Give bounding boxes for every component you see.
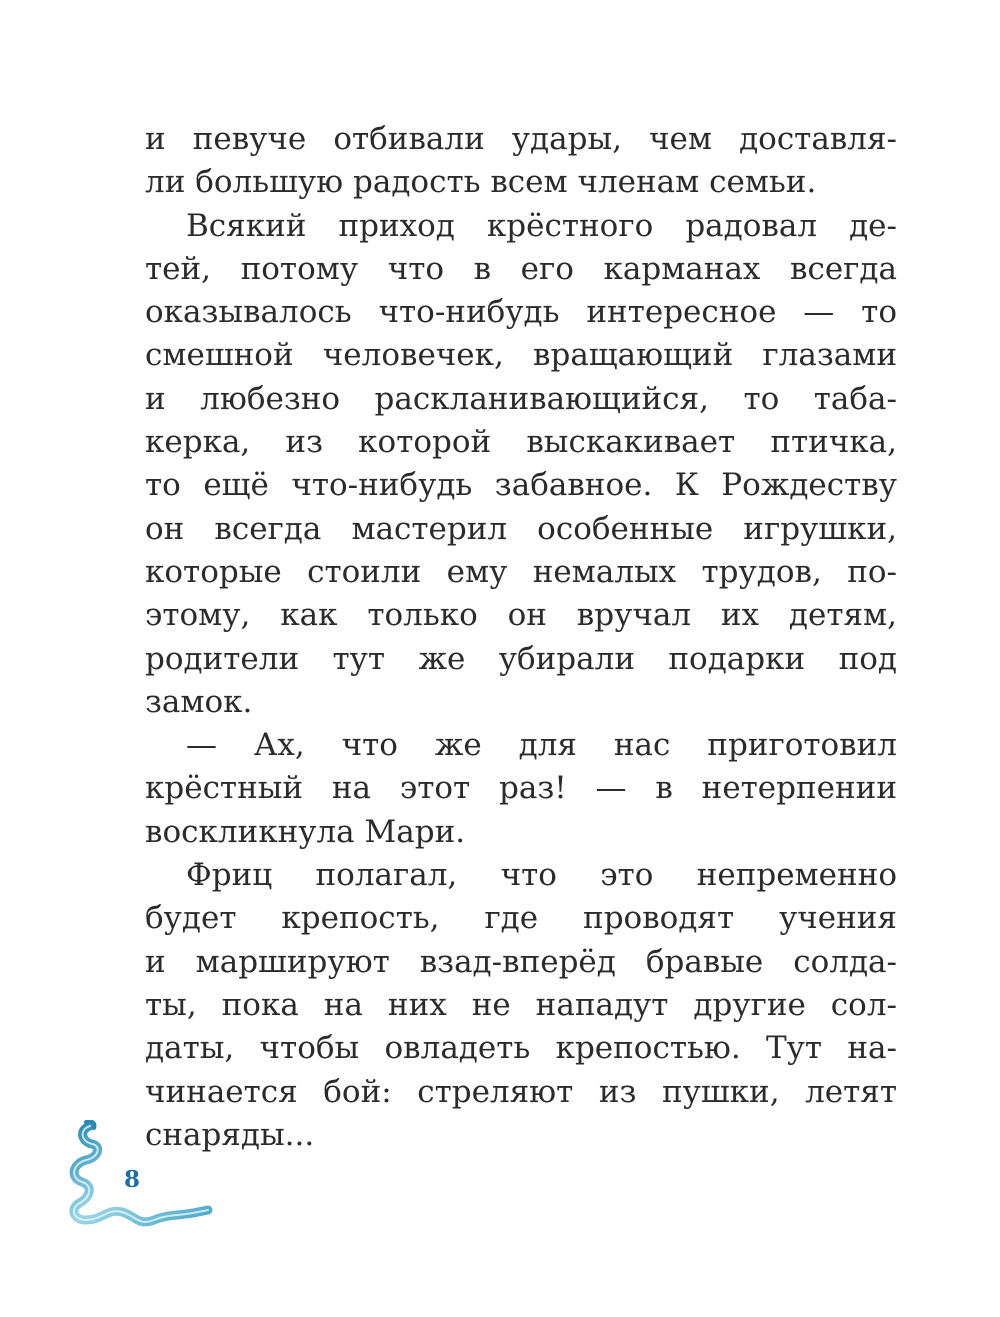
text-line: то ещё что-нибудь забавное. К Рождеству [145, 467, 897, 504]
text-line: родители тут же убирали подарки под [145, 640, 897, 677]
text-line: будет крепость, где проводят учения [145, 900, 897, 937]
ribbon-ornament-icon [68, 1120, 213, 1235]
text-line: оказывалось что-нибудь интересное — то [145, 294, 897, 331]
text-line: снаряды... [145, 1116, 315, 1153]
text-line: воскликнула Мари. [145, 813, 466, 850]
text-line: тей, потому что в его карманах всегда [145, 250, 897, 287]
body-text [145, 118, 897, 1157]
text-line: ты, пока на них не нападут другие сол- [145, 986, 897, 1023]
text-line: замок. [145, 683, 253, 720]
text-line: чинается бой: стреляют из пушки, летят [145, 1073, 897, 1110]
text-line: — Ах, что же для нас приготовил [186, 727, 897, 764]
text-line: смешной человечек, вращающий глазами [145, 337, 897, 374]
text-line: этому, как только он вручал их детям, [145, 597, 897, 634]
text-line: и любезно раскланивающийся, то таба- [145, 380, 897, 417]
text-line: керка, из которой выскакивает птичка, [145, 424, 897, 461]
text-line: и певуче отбивали удары, чем доставля- [145, 121, 897, 157]
text-line: и маршируют взад-вперёд бравые солда- [145, 943, 897, 980]
text-line: ли большую радость всем членам семьи. [145, 164, 817, 201]
text-line: даты, чтобы овладеть крепостью. Тут на- [145, 1030, 897, 1067]
page-number: 8 [124, 1166, 141, 1193]
text-line: которые стоили ему немалых трудов, по- [145, 553, 897, 590]
text-line: крёстный на этот раз! — в нетерпении [145, 770, 897, 807]
text-line: Всякий приход крёстного радовал де- [186, 207, 897, 244]
text-line: он всегда мастерил особенные игрушки, [145, 510, 897, 547]
text-line: Фриц полагал, что это непременно [186, 857, 897, 894]
